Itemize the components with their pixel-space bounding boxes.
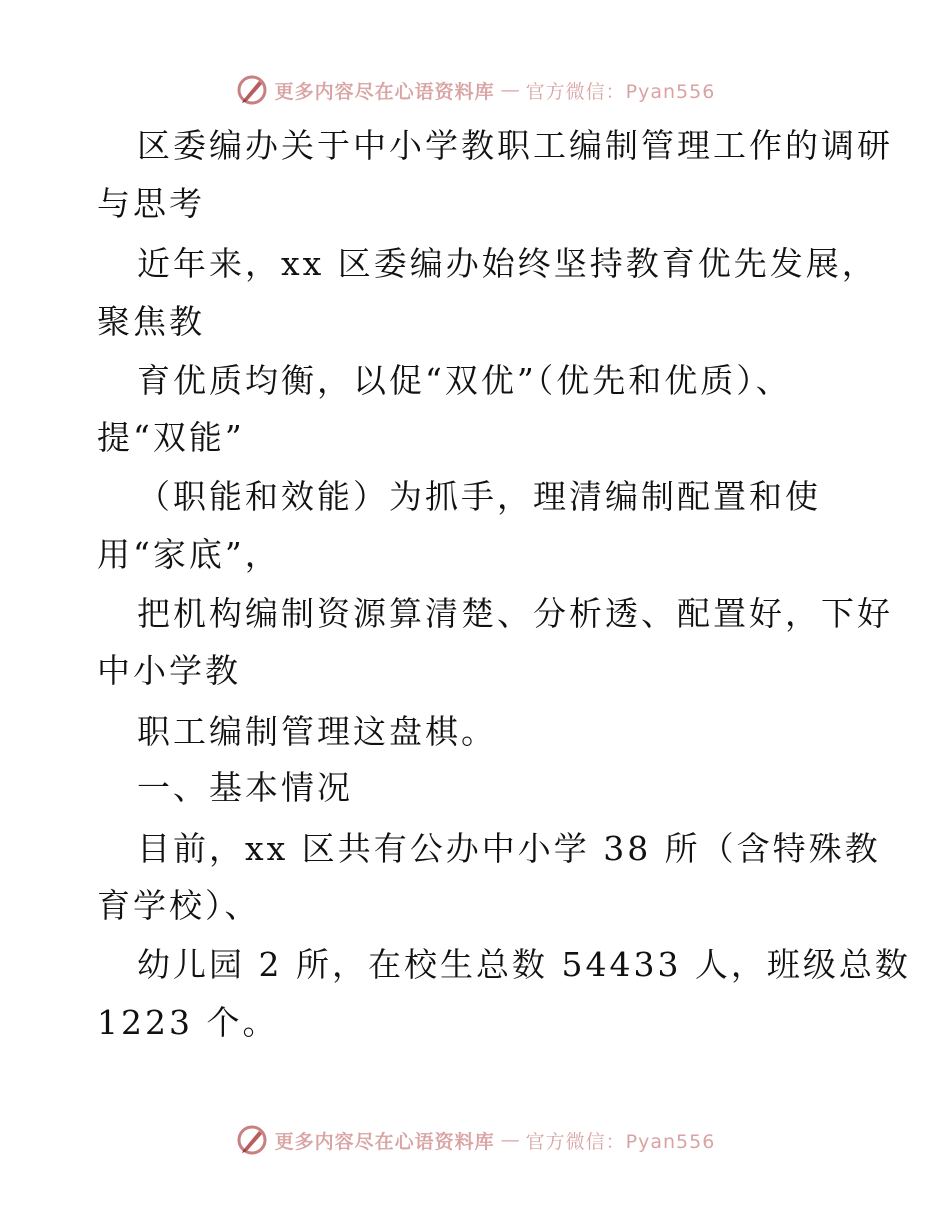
doc-line-13: 目前，xx 区共有公办中小学 38 所（含特殊教 xyxy=(137,829,881,868)
doc-line-5: 育优质均衡，以促“双优”（优先和优质）、 xyxy=(137,361,792,400)
watermark-main-text: 更多内容尽在心语资料库 xyxy=(274,80,495,103)
doc-line-11: 职工编制管理这盘棋。 xyxy=(137,712,497,751)
doc-line-14: 育学校）、 xyxy=(97,886,261,925)
watermark-dash: — xyxy=(500,1129,520,1151)
doc-section-heading: 一、基本情况 xyxy=(137,768,353,807)
quill-pen-circle-icon xyxy=(235,73,269,107)
watermark-main-text: 更多内容尽在心语资料库 xyxy=(274,1130,495,1153)
doc-line-16: 1223 个。 xyxy=(97,1003,279,1042)
doc-line-8: 用“家底”， xyxy=(97,535,281,574)
header-watermark xyxy=(0,70,950,110)
doc-line-4: 聚焦教 xyxy=(97,302,205,341)
doc-line-3: 近年来，xx 区委编办始终坚持教育优先发展， xyxy=(137,244,878,283)
doc-line-title-2: 与思考 xyxy=(97,184,205,223)
doc-line-title-1: 区委编办关于中小学教职工编制管理工作的调研 xyxy=(137,126,893,165)
doc-line-15: 幼儿园 2 所，在校生总数 54433 人，班级总数 xyxy=(137,945,911,984)
doc-line-7: （职能和效能）为抓手，理清编制配置和使 xyxy=(137,477,821,516)
doc-line-10: 中小学教 xyxy=(97,651,241,690)
doc-line-9: 把机构编制资源算清楚、分析透、配置好，下好 xyxy=(137,594,893,633)
quill-pen-circle-icon xyxy=(235,1123,269,1157)
watermark-wechat-text: 官方微信：Pyan556 xyxy=(525,1130,716,1153)
watermark-wechat-text: 官方微信：Pyan556 xyxy=(525,80,716,103)
doc-line-6: 提“双能” xyxy=(97,418,245,457)
footer-watermark xyxy=(0,1120,950,1160)
watermark-dash: — xyxy=(500,79,520,101)
